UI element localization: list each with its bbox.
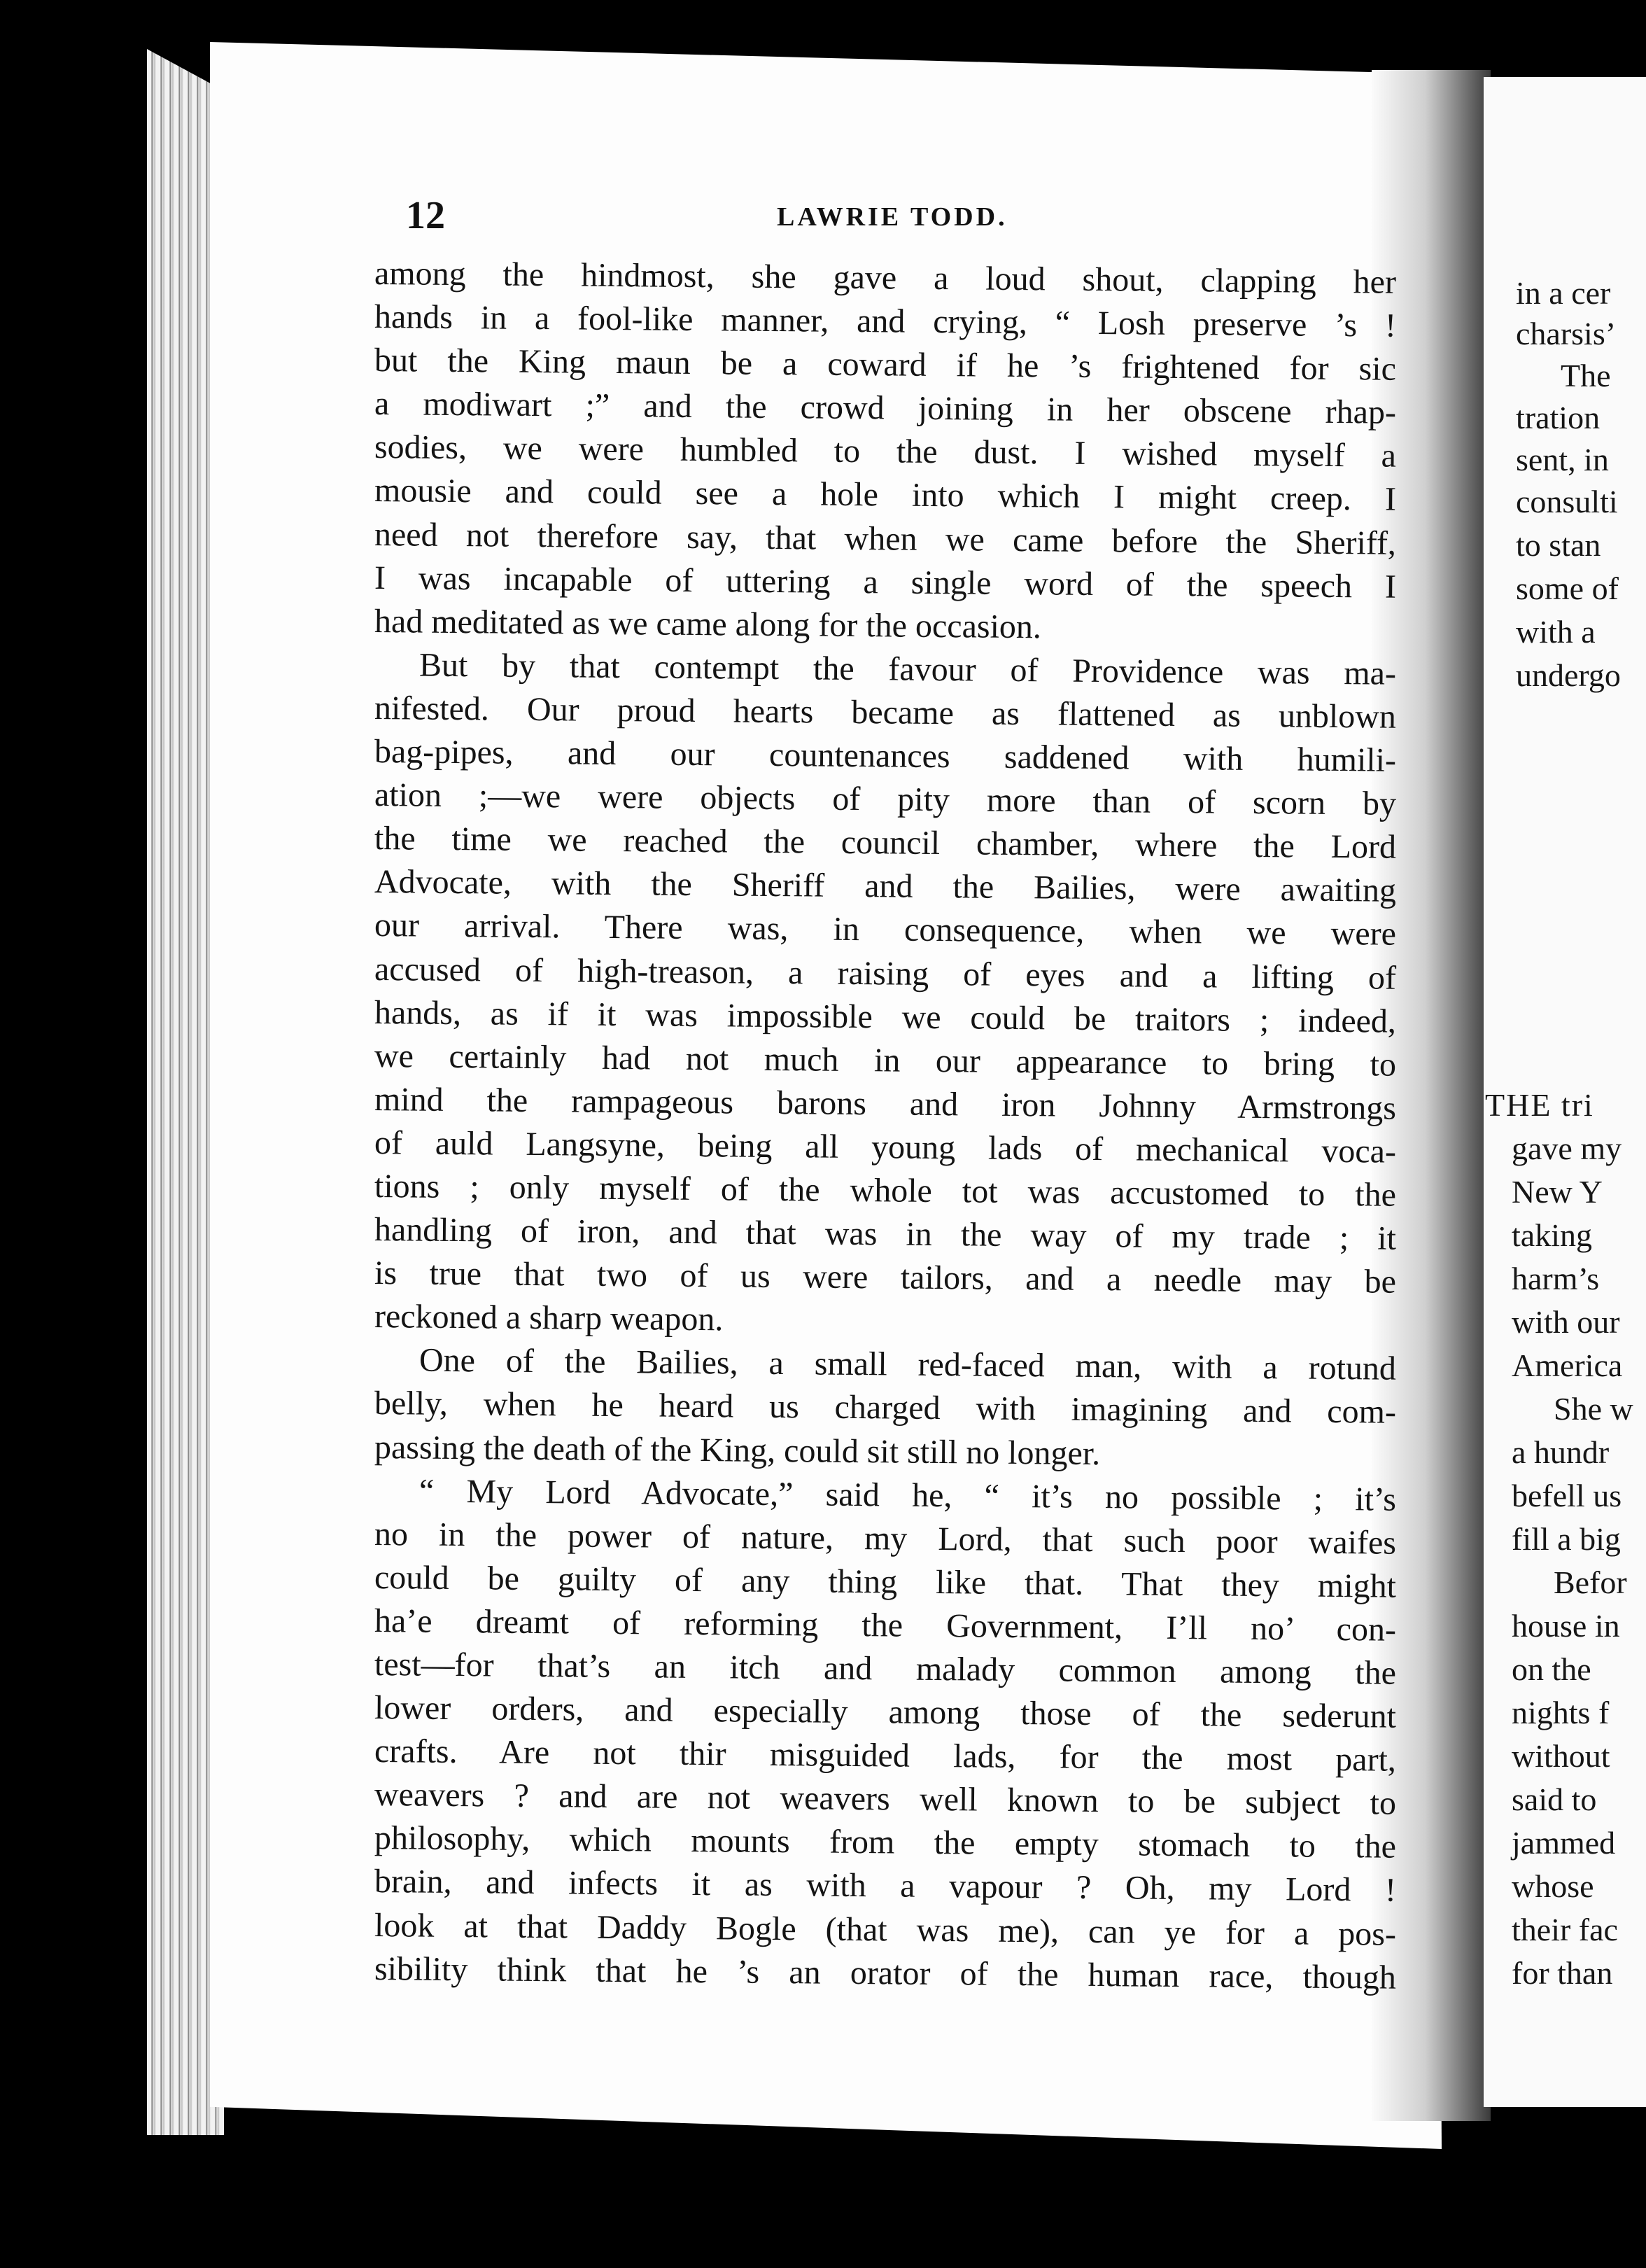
text-line: Advocate, with the Sheriff and the Bailies, were awaiting (374, 863, 1397, 910)
text-line: we certainly had not much in our appearance to bring to (374, 1037, 1397, 1084)
right-page-line: She w (1554, 1391, 1633, 1427)
text-line: handling of iron, and that was in the way of my trade ; it (374, 1211, 1397, 1257)
text-line: ha’e dreamt of reforming the Government, I’ll no’ con- (374, 1602, 1397, 1648)
right-page-line: sent, in (1516, 442, 1609, 477)
right-page-line: a hundr (1512, 1434, 1610, 1470)
text-line: the time we reached the council chamber, where the Lord (374, 820, 1397, 866)
text-line: bag-pipes, and our countenances saddened with humili- (374, 733, 1397, 779)
text-line: but the King maun be a coward if he ’s frightened for sic (374, 342, 1397, 388)
text-line: passing the death of the King, could sit still no longer. (374, 1428, 1101, 1472)
right-page-line: charsis’ (1516, 316, 1617, 351)
right-page-line: some of (1516, 570, 1619, 606)
text-line: hands, as if it was impossible we could be traitors ; indeed, (374, 993, 1397, 1040)
right-page-line: harm’s (1512, 1261, 1600, 1296)
text-line: reckoned a sharp weapon. (374, 1298, 724, 1338)
right-page-line: with a (1516, 614, 1596, 650)
right-page-line: befell us (1512, 1478, 1622, 1513)
right-page-line: taking (1512, 1217, 1592, 1253)
text-line: I was incapable of uttering a single word of the speech I (374, 559, 1397, 606)
right-page-line: jammed (1512, 1825, 1616, 1861)
body-text (374, 252, 1397, 1996)
text-line: is true that two of us were tailors, and a needle may be (374, 1254, 1397, 1301)
right-page-line: their fac (1512, 1912, 1618, 1947)
page-number: 12 (406, 194, 445, 237)
running-head-title: LAWRIE TODD. (777, 202, 1008, 232)
right-page-line: fill a big (1512, 1521, 1621, 1557)
text-line: no in the power of nature, my Lord, that such poor waifes (374, 1515, 1397, 1562)
right-page-line: without (1512, 1738, 1610, 1774)
right-page-line: New Y (1512, 1174, 1603, 1210)
text-line: mousie and could see a hole into which I might creep. I (374, 472, 1397, 519)
text-line: philosophy, which mounts from the empty stomach to the (374, 1819, 1397, 1866)
right-page-line: America (1512, 1348, 1623, 1383)
right-page-line: with our (1512, 1304, 1620, 1340)
right-page-line: gave my (1512, 1130, 1622, 1166)
running-head (406, 193, 1372, 249)
right-page-line: whose (1512, 1868, 1594, 1904)
text-line: among the hindmost, she gave a loud shout, clapping her (374, 255, 1397, 301)
text-line: hands in a fool-like manner, and crying, “ Losh preserve ’s ! (374, 298, 1397, 344)
text-line: of auld Langsyne, being all young lads of mechanical voca- (374, 1124, 1397, 1170)
text-line: had meditated as we came along for the occasion. (374, 602, 1042, 646)
text-line: nifested. Our proud hearts became as flattened as unblown (374, 689, 1397, 736)
right-page-line: house in (1512, 1608, 1620, 1644)
right-page-line: The (1561, 358, 1611, 393)
text-line: need not therefore say, that when we came before the Sheriff, (374, 515, 1397, 562)
right-page-line: on the (1512, 1651, 1591, 1687)
text-line: belly, when he heard us charged with imagining and com- (374, 1385, 1397, 1432)
text-line: One of the Bailies, a small red-faced man, with a rotund (418, 1341, 1397, 1388)
right-page-line: tration (1516, 400, 1601, 435)
text-line: look at that Daddy Bogle (that was me), can ye for a pos- (374, 1906, 1397, 1953)
text-line: sodies, we were humbled to the dust. I wished myself a (374, 428, 1397, 475)
right-page-line: consulti (1516, 484, 1618, 519)
text-line: “ My Lord Advocate,” said he, “ it’s no possible ; it’s (418, 1472, 1397, 1518)
right-page-line: to stan (1516, 527, 1601, 563)
text-line: lower orders, and especially among those of the sederunt (374, 1689, 1397, 1735)
text-line: accused of high-treason, a raising of eyes and a lifting of (374, 950, 1397, 997)
text-line: tions ; only myself of the whole tot was accustomed to the (374, 1167, 1397, 1214)
right-page-line: THE tri (1485, 1087, 1594, 1123)
text-line: sibility think that he ’s an orator of the human race, though (374, 1949, 1397, 1996)
text-line: weavers ? and are not weavers well known to be subject to (374, 1776, 1397, 1823)
text-line: our arrival. There was, in consequence, when we were (374, 906, 1397, 953)
right-page-line: undergo (1516, 657, 1621, 693)
text-line: But by that contempt the favour of Providence was ma- (418, 646, 1397, 692)
text-line: brain, and infects it as with a vapour ? Oh, my Lord ! (374, 1863, 1397, 1910)
text-line: could be guilty of any thing like that. That they might (374, 1558, 1397, 1605)
text-line: test—for that’s an itch and malady common among the (374, 1646, 1397, 1692)
text-line: ation ;—we were objects of pity more than of scorn by (374, 776, 1397, 822)
right-page-line: Befor (1554, 1564, 1627, 1600)
right-page-line: said to (1512, 1782, 1597, 1817)
right-page-line: for than (1512, 1955, 1613, 1991)
right-page-line: nights f (1512, 1695, 1610, 1730)
text-line: crafts. Are not thir misguided lads, for the most part, (374, 1732, 1397, 1779)
right-page-line: in a cer (1516, 275, 1611, 311)
text-line: mind the rampageous barons and iron Johnny Armstrongs (374, 1080, 1397, 1127)
text-line: a modiwart ;” and the crowd joining in her obscene rhap- (374, 385, 1397, 432)
